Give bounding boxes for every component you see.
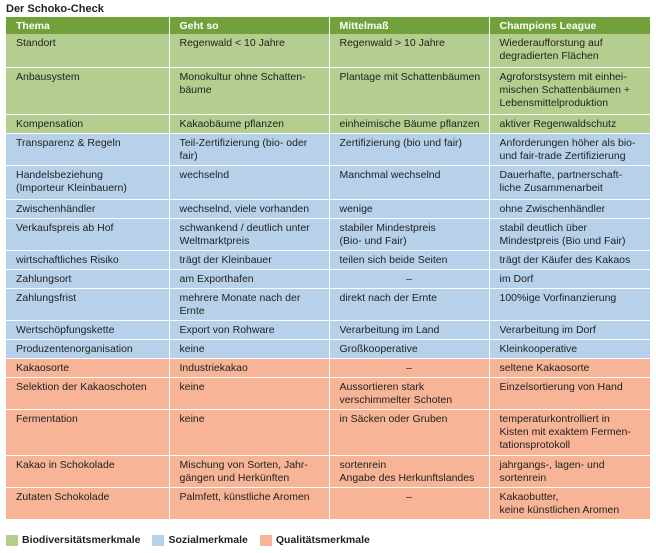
table-row — [6, 199, 650, 218]
cell-mittelmass: – — [329, 487, 489, 519]
table-row — [6, 320, 650, 339]
header-mittelmass: Mittelmaß — [329, 17, 489, 34]
schoko-check-table — [6, 17, 651, 520]
cell-thema: Zahlungsort — [6, 269, 169, 288]
cell-mittelmass: – — [329, 358, 489, 377]
cell-mittelmass: Großkooperative — [329, 339, 489, 358]
cell-champions-league: Wiederaufforstung auf degradierten Flächen — [489, 34, 650, 67]
page-title: Der Schoko-Check — [6, 3, 104, 15]
cell-mittelmass: stabiler Mindestpreis (Bio- und Fair) — [329, 218, 489, 250]
table-row — [6, 339, 650, 358]
cell-thema: Zutaten Schokolade — [6, 487, 169, 519]
legend-label: Qualitätsmerkmale — [275, 534, 370, 546]
cell-mittelmass: einheimische Bäume pflanzen — [329, 114, 489, 133]
legend-item — [260, 533, 370, 547]
cell-thema: Produzentenorganisation — [6, 339, 169, 358]
table-row — [6, 67, 650, 114]
cell-mittelmass: Zertifizierung (bio und fair) — [329, 133, 489, 165]
cell-champions-league: trägt der Käufer des Kakaos — [489, 250, 650, 269]
cell-champions-league: ohne Zwischenhändler — [489, 199, 650, 218]
cell-champions-league: aktiver Regenwaldschutz — [489, 114, 650, 133]
cell-thema: Transparenz & Regeln — [6, 133, 169, 165]
cell-mittelmass: wenige — [329, 199, 489, 218]
cell-champions-league: Kakaobutter, keine künstlichen Aromen — [489, 487, 650, 519]
table-row — [6, 250, 650, 269]
cell-mittelmass: in Säcken oder Gruben — [329, 409, 489, 455]
cell-thema: Kakao in Schokolade — [6, 455, 169, 487]
cell-geht-so: wechselnd — [169, 165, 329, 199]
table-row — [6, 34, 650, 67]
cell-thema: Fermentation — [6, 409, 169, 455]
legend — [6, 533, 382, 547]
cell-geht-so: wechselnd, viele vorhanden — [169, 199, 329, 218]
cell-geht-so: Monokultur ohne Schatten- bäume — [169, 67, 329, 114]
legend-swatch — [260, 535, 272, 546]
cell-champions-league: 100%ige Vorfinanzierung — [489, 288, 650, 320]
cell-champions-league: temperaturkontrolliert in Kisten mit exaktem Fermen- tationsprotokoll — [489, 409, 650, 455]
cell-geht-so: keine — [169, 409, 329, 455]
cell-geht-so: keine — [169, 339, 329, 358]
cell-champions-league: Agroforstsystem mit einhei- mischen Schattenbäumen + Lebensmittelproduktion — [489, 67, 650, 114]
cell-thema: Standort — [6, 34, 169, 67]
cell-champions-league: im Dorf — [489, 269, 650, 288]
cell-thema: Verkaufspreis ab Hof — [6, 218, 169, 250]
cell-mittelmass: Verarbeitung im Land — [329, 320, 489, 339]
table-row — [6, 455, 650, 487]
cell-champions-league: jahrgangs-, lagen- und sortenrein — [489, 455, 650, 487]
cell-thema: wirtschaftliches Risiko — [6, 250, 169, 269]
legend-label: Sozialmerkmale — [168, 534, 248, 546]
table-row — [6, 165, 650, 199]
cell-mittelmass: Plantage mit Schattenbäumen — [329, 67, 489, 114]
cell-geht-so: Regenwald < 10 Jahre — [169, 34, 329, 67]
cell-geht-so: mehrere Monate nach der Ernte — [169, 288, 329, 320]
cell-thema: Anbausystem — [6, 67, 169, 114]
cell-champions-league: Einzelsortierung von Hand — [489, 377, 650, 409]
legend-item — [152, 533, 247, 547]
table-row — [6, 269, 650, 288]
cell-thema: Kompensation — [6, 114, 169, 133]
cell-mittelmass: Manchmal wechselnd — [329, 165, 489, 199]
header-champions-league: Champions League — [489, 17, 650, 34]
table-row — [6, 218, 650, 250]
cell-geht-so: keine — [169, 377, 329, 409]
cell-thema: Zwischenhändler — [6, 199, 169, 218]
table-row — [6, 114, 650, 133]
table-row — [6, 358, 650, 377]
cell-geht-so: Export von Rohware — [169, 320, 329, 339]
table-row — [6, 133, 650, 165]
cell-geht-so: Kakaobäume pflanzen — [169, 114, 329, 133]
cell-thema: Wertschöpfungskette — [6, 320, 169, 339]
cell-mittelmass: Regenwald > 10 Jahre — [329, 34, 489, 67]
cell-champions-league: seltene Kakaosorte — [489, 358, 650, 377]
table-body — [6, 34, 650, 519]
header-geht-so: Geht so — [169, 17, 329, 34]
cell-champions-league: stabil deutlich über Mindestpreis (Bio und Fair) — [489, 218, 650, 250]
legend-swatch — [6, 535, 18, 546]
cell-champions-league: Kleinkooperative — [489, 339, 650, 358]
cell-geht-so: Mischung von Sorten, Jahr- gängen und Herkünften — [169, 455, 329, 487]
cell-champions-league: Anforderungen höher als bio- und fair-trade Zertifizierung — [489, 133, 650, 165]
cell-mittelmass: teilen sich beide Seiten — [329, 250, 489, 269]
table-row — [6, 487, 650, 519]
table-row — [6, 409, 650, 455]
table-row — [6, 288, 650, 320]
cell-thema: Kakaosorte — [6, 358, 169, 377]
cell-geht-so: Teil-Zertifizierung (bio- oder fair) — [169, 133, 329, 165]
cell-champions-league: Verarbeitung im Dorf — [489, 320, 650, 339]
legend-swatch — [152, 535, 164, 546]
header-row — [6, 17, 650, 34]
table-row — [6, 377, 650, 409]
cell-mittelmass: sortenrein Angabe des Herkunftslandes — [329, 455, 489, 487]
cell-geht-so: Industriekakao — [169, 358, 329, 377]
cell-thema: Selektion der Kakaoschoten — [6, 377, 169, 409]
header-thema: Thema — [6, 17, 169, 34]
cell-mittelmass: direkt nach der Ernte — [329, 288, 489, 320]
cell-thema: Handelsbeziehung (Importeur Kleinbauern) — [6, 165, 169, 199]
cell-geht-so: Palmfett, künstliche Aromen — [169, 487, 329, 519]
legend-label: Biodiversitätsmerkmale — [22, 534, 141, 546]
cell-geht-so: am Exporthafen — [169, 269, 329, 288]
cell-geht-so: schwankend / deutlich unter Weltmarktpreis — [169, 218, 329, 250]
legend-item — [6, 533, 140, 547]
cell-thema: Zahlungsfrist — [6, 288, 169, 320]
cell-mittelmass: Aussortieren stark verschimmelter Schoten — [329, 377, 489, 409]
cell-mittelmass: – — [329, 269, 489, 288]
cell-champions-league: Dauerhafte, partnerschaft- liche Zusammenarbeit — [489, 165, 650, 199]
cell-geht-so: trägt der Kleinbauer — [169, 250, 329, 269]
